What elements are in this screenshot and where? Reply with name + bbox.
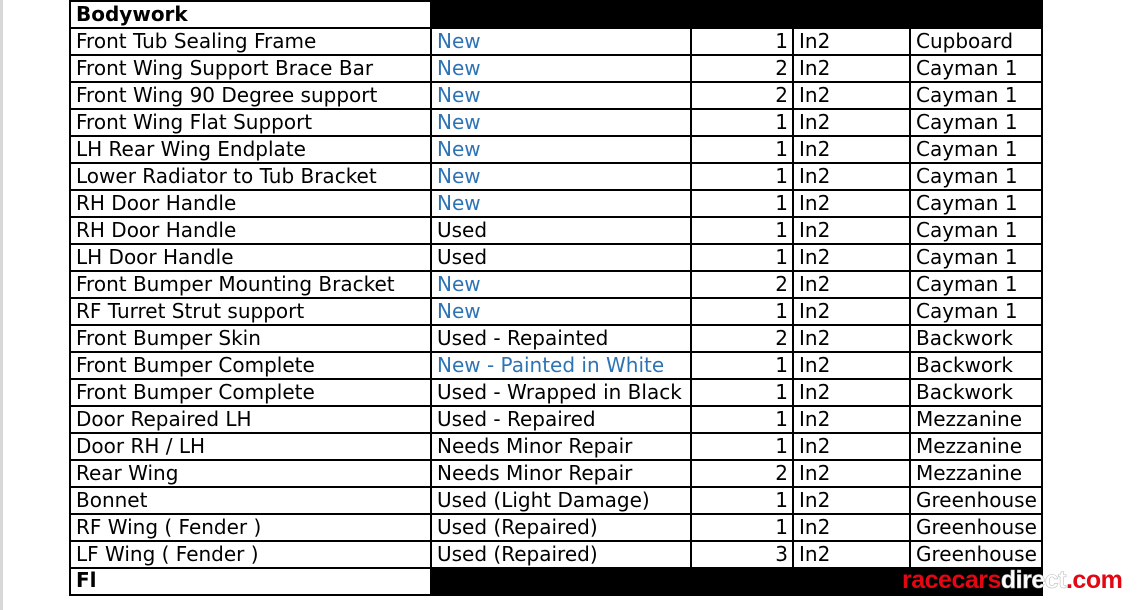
condition-cell[interactable]: New [431,163,691,190]
quantity-cell[interactable]: 1 [691,352,793,379]
next-section-row [70,568,1042,595]
location-cell[interactable]: In2 [793,406,910,433]
quantity-cell[interactable]: 1 [691,109,793,136]
store-cell[interactable]: Greenhouse [910,514,1042,541]
location-cell[interactable]: In2 [793,28,910,55]
store-cell[interactable]: Cayman 1 [910,163,1042,190]
condition-cell[interactable]: Used - Wrapped in Black [431,379,691,406]
condition-cell[interactable]: New [431,271,691,298]
quantity-cell[interactable]: 1 [691,487,793,514]
item-cell[interactable]: Lower Radiator to Tub Bracket [70,163,431,190]
location-cell[interactable]: In2 [793,82,910,109]
location-cell[interactable]: In2 [793,298,910,325]
item-cell[interactable]: Front Bumper Complete [70,352,431,379]
table-row [70,244,1042,271]
quantity-cell[interactable]: 1 [691,406,793,433]
table-row [70,271,1042,298]
condition-cell[interactable]: New [431,28,691,55]
item-cell[interactable]: RF Wing ( Fender ) [70,514,431,541]
item-cell[interactable]: Door RH / LH [70,433,431,460]
location-cell[interactable]: In2 [793,433,910,460]
store-cell[interactable]: Greenhouse [910,541,1042,568]
condition-cell[interactable]: Used [431,244,691,271]
table-row [70,433,1042,460]
quantity-cell[interactable]: 1 [691,298,793,325]
item-cell[interactable]: Door Repaired LH [70,406,431,433]
store-cell[interactable]: Cayman 1 [910,190,1042,217]
store-cell[interactable]: Cayman 1 [910,244,1042,271]
quantity-cell[interactable]: 1 [691,244,793,271]
item-cell[interactable]: LH Rear Wing Endplate [70,136,431,163]
header-fill [431,1,1042,28]
store-cell[interactable]: Mezzanine [910,433,1042,460]
item-cell[interactable]: Bonnet [70,487,431,514]
quantity-cell[interactable]: 1 [691,163,793,190]
location-cell[interactable]: In2 [793,190,910,217]
item-cell[interactable]: Front Bumper Skin [70,325,431,352]
sheet-left-edge [0,0,3,610]
item-cell[interactable]: RF Turret Strut support [70,298,431,325]
table-row [70,28,1042,55]
item-cell[interactable]: RH Door Handle [70,217,431,244]
table-row [70,514,1042,541]
store-cell[interactable]: Cayman 1 [910,109,1042,136]
store-cell[interactable]: Mezzanine [910,406,1042,433]
table-row [70,406,1042,433]
item-cell[interactable]: LF Wing ( Fender ) [70,541,431,568]
location-cell[interactable]: In2 [793,514,910,541]
condition-cell[interactable]: Used - Repainted [431,325,691,352]
location-cell[interactable]: In2 [793,352,910,379]
bodywork-parts-table [69,0,1043,596]
location-cell[interactable]: In2 [793,325,910,352]
quantity-cell[interactable]: 2 [691,271,793,298]
table-row [70,82,1042,109]
location-cell[interactable]: In2 [793,460,910,487]
store-cell[interactable]: Cayman 1 [910,271,1042,298]
quantity-cell[interactable]: 1 [691,379,793,406]
condition-cell[interactable]: New [431,136,691,163]
condition-cell[interactable]: New [431,298,691,325]
store-cell[interactable]: Backwork [910,379,1042,406]
location-cell[interactable]: In2 [793,55,910,82]
quantity-cell[interactable]: 1 [691,217,793,244]
condition-cell[interactable]: New [431,109,691,136]
quantity-cell[interactable]: 2 [691,460,793,487]
condition-cell[interactable]: Used (Repaired) [431,514,691,541]
condition-cell[interactable]: Needs Minor Repair [431,433,691,460]
condition-cell[interactable]: Used (Light Damage) [431,487,691,514]
item-cell[interactable]: Front Wing Flat Support [70,109,431,136]
item-cell[interactable]: LH Door Handle [70,244,431,271]
watermark-part-3: .com [1065,566,1123,594]
item-cell[interactable]: Rear Wing [70,460,431,487]
store-cell[interactable]: Backwork [910,325,1042,352]
condition-cell[interactable]: Used - Repaired [431,406,691,433]
section-title[interactable]: Bodywork [70,1,431,28]
quantity-cell[interactable]: 3 [691,541,793,568]
item-cell[interactable]: RH Door Handle [70,190,431,217]
location-cell[interactable]: In2 [793,379,910,406]
quantity-cell[interactable]: 2 [691,82,793,109]
item-cell[interactable]: Front Bumper Complete [70,379,431,406]
store-cell[interactable]: Cayman 1 [910,298,1042,325]
item-cell[interactable]: Front Wing Support Brace Bar [70,55,431,82]
table-row [70,190,1042,217]
next-section-title[interactable]: Fl [70,568,431,595]
store-cell[interactable]: Greenhouse [910,487,1042,514]
table-row [70,55,1042,82]
quantity-cell[interactable]: 1 [691,433,793,460]
location-cell[interactable]: In2 [793,163,910,190]
condition-cell[interactable]: New [431,55,691,82]
watermark-part-2: direct [1000,566,1066,594]
table-row [70,109,1042,136]
quantity-cell[interactable]: 2 [691,55,793,82]
store-cell[interactable]: Cayman 1 [910,217,1042,244]
table-row [70,487,1042,514]
store-cell[interactable]: Mezzanine [910,460,1042,487]
location-cell[interactable]: In2 [793,487,910,514]
table-row [70,298,1042,325]
store-cell[interactable]: Cayman 1 [910,82,1042,109]
quantity-cell[interactable]: 2 [691,325,793,352]
store-cell[interactable]: Backwork [910,352,1042,379]
quantity-cell[interactable]: 1 [691,190,793,217]
condition-cell[interactable]: New [431,190,691,217]
table-row [70,460,1042,487]
table-row [70,325,1042,352]
condition-cell[interactable]: New - Painted in White [431,352,691,379]
location-cell[interactable]: In2 [793,541,910,568]
quantity-cell[interactable]: 1 [691,28,793,55]
location-cell[interactable]: In2 [793,217,910,244]
section-header-row [70,1,1042,28]
watermark-part-1: racecars [902,566,1001,594]
watermark-logo [902,566,1122,595]
item-cell[interactable]: Front Wing 90 Degree support [70,82,431,109]
store-cell[interactable]: Cupboard [910,28,1042,55]
condition-cell[interactable]: Used [431,217,691,244]
table-row [70,541,1042,568]
location-cell[interactable]: In2 [793,109,910,136]
location-cell[interactable]: In2 [793,136,910,163]
table-row [70,163,1042,190]
quantity-cell[interactable]: 1 [691,514,793,541]
condition-cell[interactable]: Used (Repaired) [431,541,691,568]
condition-cell[interactable]: Needs Minor Repair [431,460,691,487]
item-cell[interactable]: Front Tub Sealing Frame [70,28,431,55]
store-cell[interactable]: Cayman 1 [910,136,1042,163]
location-cell[interactable]: In2 [793,244,910,271]
quantity-cell[interactable]: 1 [691,136,793,163]
location-cell[interactable]: In2 [793,271,910,298]
store-cell[interactable]: Cayman 1 [910,55,1042,82]
condition-cell[interactable]: New [431,82,691,109]
table-row [70,136,1042,163]
table-row [70,217,1042,244]
table-row [70,379,1042,406]
table-row [70,352,1042,379]
item-cell[interactable]: Front Bumper Mounting Bracket [70,271,431,298]
